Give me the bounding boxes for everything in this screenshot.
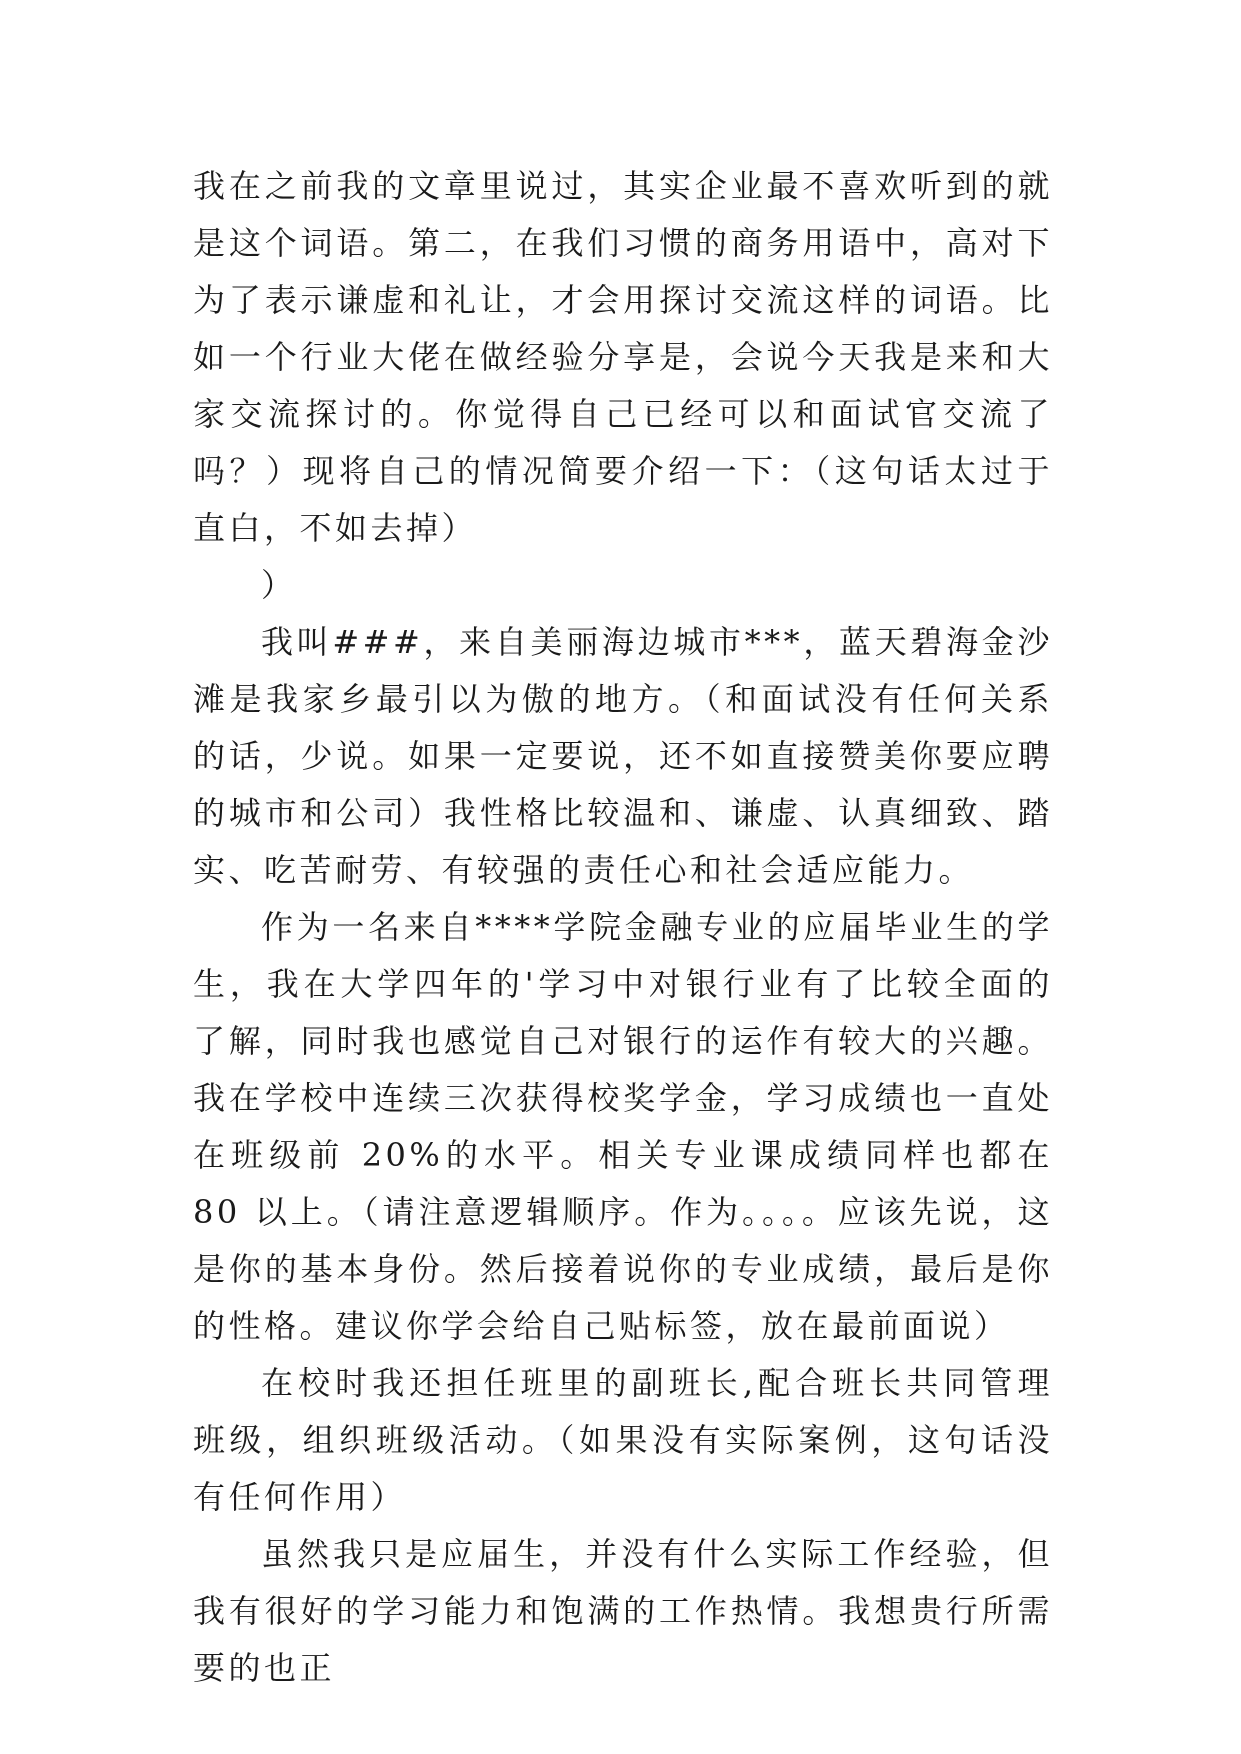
- paragraph-education: 作为一名来自****学院金融专业的应届毕业生的学生，我在大学四年的'学习中对银行业有了比较全面的了解，同时我也感觉自己对银行的运作有较大的兴趣。我在学校中连续三次获得校奖学金，学习成绩也一直处在班级前 20%的水平。相关专业课成绩同样也都在 80 以上。（请注意逻辑顺序。作为。。。。应该先说，这是你的基本身份。然后接着说你的专业成绩，最后是你的性格。建议你学会给自己贴标签，放在最前面说）: [193, 908, 1053, 1345]
- paragraph-introduction: 我叫###，来自美丽海边城市***，蓝天碧海金沙滩是我家乡最引以为傲的地方。（和面试没有任何关系的话，少说。如果一定要说，还不如直接赞美你要应聘的城市和公司）我性格比较温和、谦虚、认真细致、踏实、吃苦耐劳、有较强的责任心和社会适应能力。: [193, 623, 1053, 889]
- paragraph-closing-bracket: ）: [261, 566, 297, 604]
- paragraph-class-role: 在校时我还担任班里的副班长,配合班长共同管理班级，组织班级活动。（如果没有实际案例，这句话没有任何作用）: [193, 1364, 1053, 1516]
- paragraph-experience: 虽然我只是应届生，并没有什么实际工作经验，但我有很好的学习能力和饱满的工作热情。我想贵行所需要的也正: [193, 1535, 1053, 1687]
- paragraph-continuation: 我在之前我的文章里说过，其实企业最不喜欢听到的就是这个词语。第二，在我们习惯的商务用语中，高对下为了表示谦虚和礼让，才会用探讨交流这样的词语。比如一个行业大佬在做经验分享是，会说今天我是来和大家交流探讨的。你觉得自己已经可以和面试官交流了吗？）现将自己的情况简要介绍一下：（这句话太过于直白，不如去掉）: [193, 167, 1053, 547]
- document-body: [193, 158, 1053, 1697]
